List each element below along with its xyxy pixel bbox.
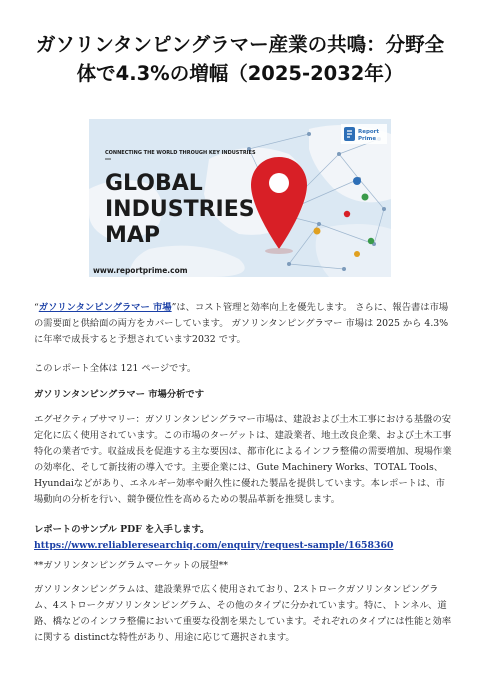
analysis-paragraph: エグゼクティブサマリー：ガソリンタンピングラマー市場は、建設および土木工事における基盤の安定化に広く使用されています。この市場のターゲットは、建設業者、地土改良企業、および土木工事特化の業者です。収益成長を促進する主な要因は、都市化によるインフラ整備の需要増加、現場作業の効率化、そして新技術の導入です。主要企業には、Gute Machinery Works、TOTAL Tools、Hyundaiなどがあり、エネルギー効率や耐久性に優れた製品を提供しています。本レポートは、市場動向の分析を行い、競争優位性を高めるための製品革新を推奨します。 (34, 414, 452, 505)
analysis-heading: ガソリンタンピングラマー 市場分析です (34, 389, 205, 400)
banner-title-line3: MAP (105, 223, 161, 248)
quote-mark: “ (34, 302, 39, 313)
sample-paragraph (34, 522, 452, 554)
banner-title-line1: GLOBAL (105, 171, 203, 196)
banner-title-line2: INDUSTRIES (105, 197, 255, 222)
intro-paragraph (34, 300, 452, 348)
outlook-heading: **ガソリンタンピングラムマーケットの展望** (34, 560, 228, 571)
page-title: ガソリンタンピングラマー産業の共鳴：分野全体で4.3%の増幅（2025-2032年） (35, 33, 445, 85)
world-map-illustration (89, 119, 391, 277)
banner-website: www.reportprime.com (93, 266, 188, 275)
banner-tagline: CONNECTING THE WORLD THROUGH KEY INDUSTRIES (105, 150, 256, 156)
pages-note: このレポート全体は 121 ページです。 (34, 363, 197, 374)
sample-link[interactable]: https://www.reliableresearchiq.com/enquiry/request-sample/1658360 (34, 540, 394, 551)
sample-label: レポートのサンプル PDF を入手します。 (34, 524, 210, 535)
banner-image (89, 119, 391, 277)
intro-text: ”は、コスト管理と効率向上を優先します。 さらに、報告書は市場の需要面と供給面の両方をカバーしています。 ガソリンタンピングラマー 市場は 2025 から 4.3% に年率で成長すると予想されています2032 です。 (34, 302, 449, 345)
outlook-paragraph: ガソリンタンピングラムは、建設業界で広く使用されており、2ストロークガソリンタンピングラム、4ストロークガソリンタンピングラム、その他のタイプに分かれています。特に、トンネル、道路、橋などのインフラ整備において重要な役割を果たしています。それぞれのタイプには性能と効率に関する distinctな特性があり、用途に応じて選択されます。 (34, 584, 452, 643)
logo-text-1: Report (358, 129, 380, 135)
logo-text-2: Prime (358, 136, 377, 142)
market-link[interactable]: ガソリンタンピングラマー 市場 (38, 302, 172, 313)
